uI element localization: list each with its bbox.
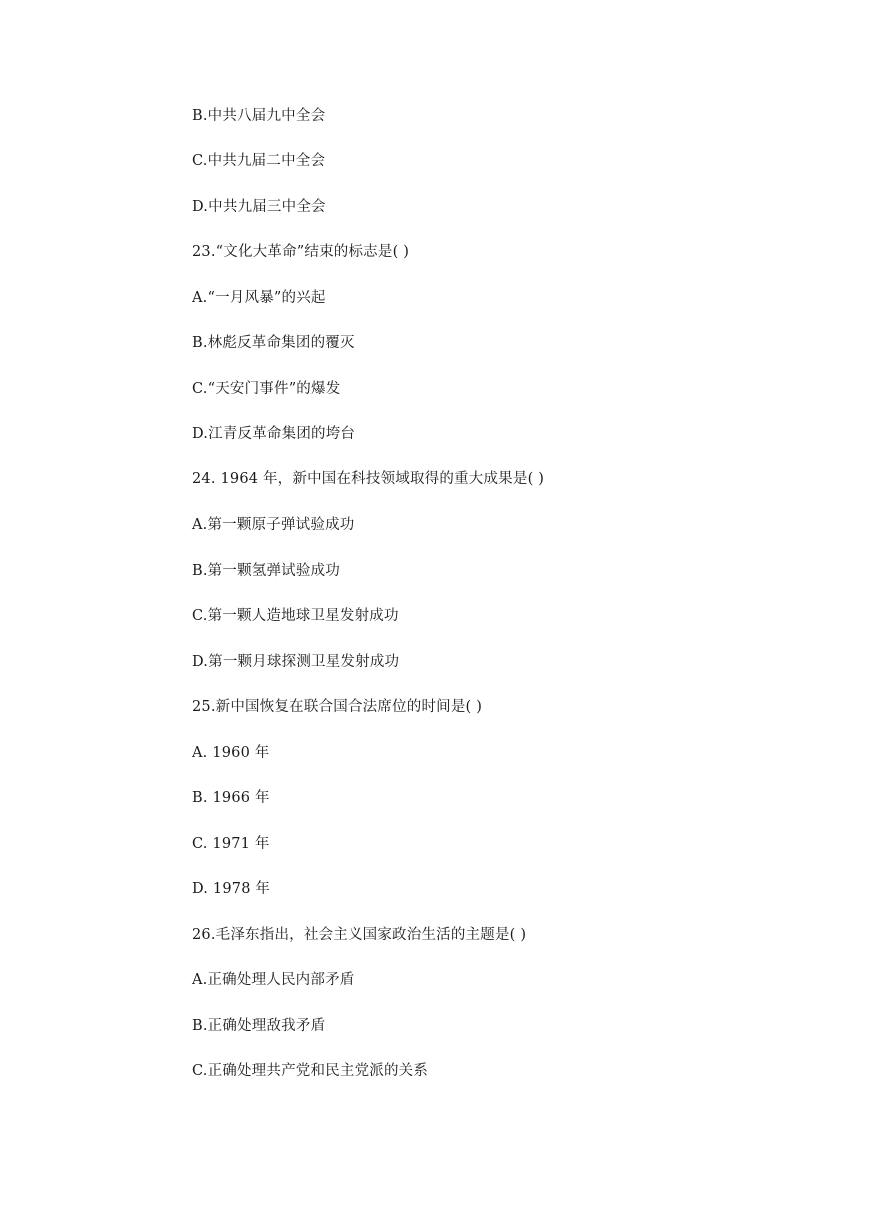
option-23-c: C.“天安门事件”的爆发 — [192, 381, 341, 397]
option-26-a: A.正确处理人民内部矛盾 — [192, 972, 355, 988]
option-22-c: C.中共九届二中全会 — [192, 153, 326, 169]
question-25: 25.新中国恢复在联合国合法席位的时间是( ) — [192, 699, 483, 715]
option-24-a: A.第一颗原子弹试验成功 — [192, 517, 355, 533]
option-24-d: D.第一颗月球探测卫星发射成功 — [192, 654, 400, 670]
option-23-b: B.林彪反革命集团的覆灭 — [192, 335, 355, 351]
question-26: 26.毛泽东指出，社会主义国家政治生活的主题是( ) — [192, 927, 527, 943]
option-25-c: C. 1971 年 — [192, 836, 270, 852]
option-26-b: B.正确处理敌我矛盾 — [192, 1018, 326, 1034]
question-23: 23.“文化大革命”结束的标志是( ) — [192, 244, 410, 260]
question-24: 24. 1964 年，新中国在科技领域取得的重大成果是( ) — [192, 471, 545, 487]
option-26-c: C.正确处理共产党和民主党派的关系 — [192, 1063, 429, 1079]
option-24-b: B.第一颗氢弹试验成功 — [192, 563, 340, 579]
option-23-a: A.“一月风暴”的兴起 — [192, 290, 326, 306]
option-25-d: D. 1978 年 — [192, 881, 271, 897]
option-23-d: D.江青反革命集团的垮台 — [192, 426, 356, 442]
option-25-a: A. 1960 年 — [192, 745, 270, 761]
option-25-b: B. 1966 年 — [192, 790, 270, 806]
option-22-b: B.中共八届九中全会 — [192, 108, 326, 124]
option-22-d: D.中共九届三中全会 — [192, 199, 326, 215]
option-24-c: C.第一颗人造地球卫星发射成功 — [192, 608, 399, 624]
